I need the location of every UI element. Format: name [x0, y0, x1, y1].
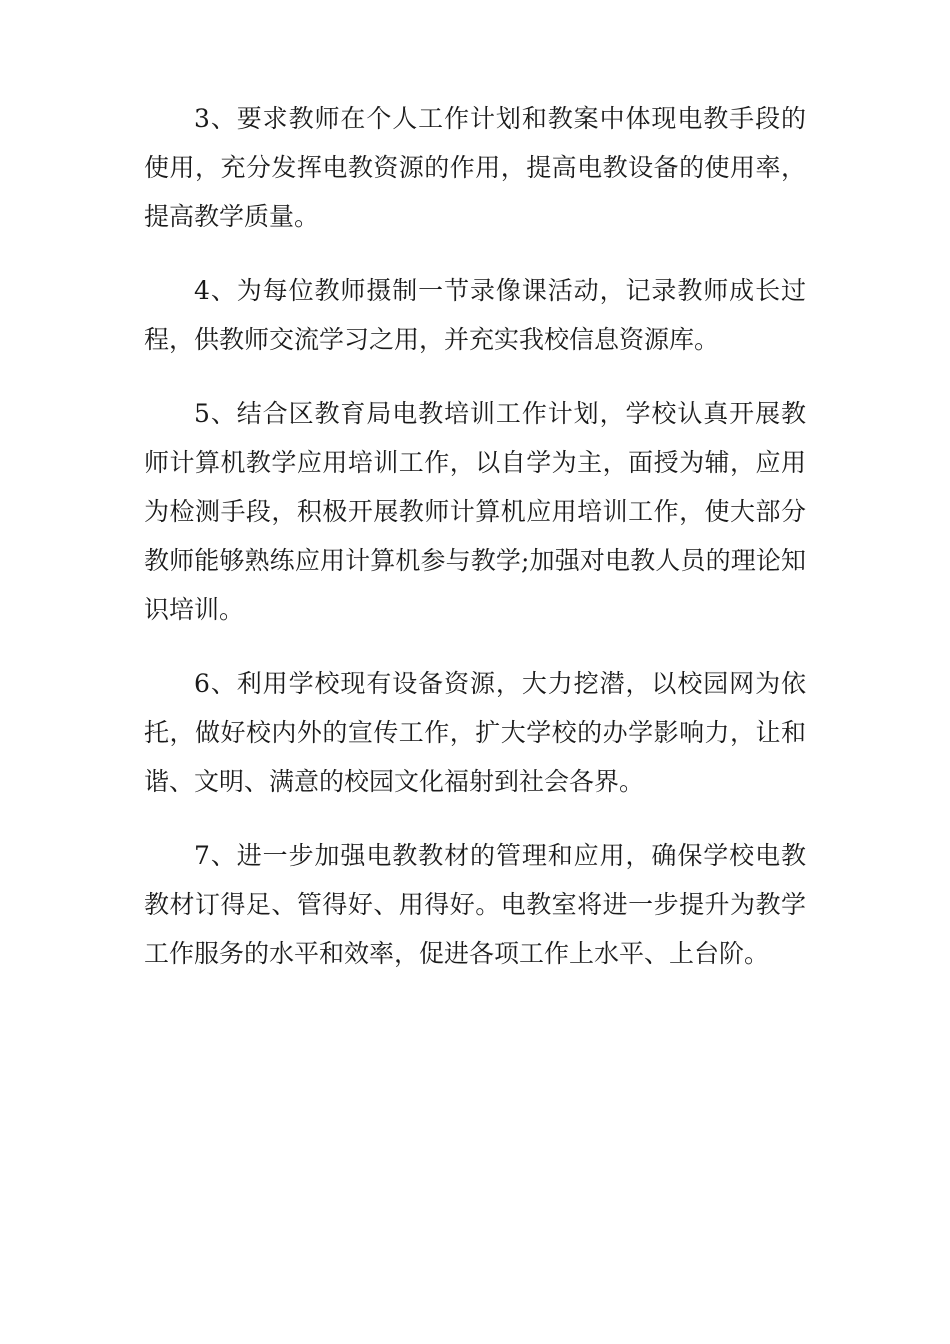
paragraph-item-3: 3、要求教师在个人工作计划和教案中体现电教手段的使用，充分发挥电教资源的作用，提高电教设备的使用率，提高教学质量。 — [144, 104, 806, 231]
paragraph-item-5: 5、结合区教育局电教培训工作计划，学校认真开展教师计算机教学应用培训工作，以自学为主，面授为辅，应用为检测手段，积极开展教师计算机应用培训工作，使大部分教师能够熟练应用计算机参与教学;加强对电教人员的理论知识培训。 — [144, 399, 806, 624]
paragraph-item-7: 7、进一步加强电教教材的管理和应用，确保学校电教教材订得足、管得好、用得好。电教室将进一步提升为教学工作服务的水平和效率，促进各项工作上水平、上台阶。 — [144, 841, 806, 968]
paragraph-item-4: 4、为每位教师摄制一节录像课活动，记录教师成长过程，供教师交流学习之用，并充实我校信息资源库。 — [144, 276, 806, 354]
document-body — [144, 94, 806, 1003]
paragraph-item-6: 6、利用学校现有设备资源，大力挖潜，以校园网为依托，做好校内外的宣传工作，扩大学校的办学影响力，让和谐、文明、满意的校园文化福射到社会各界。 — [144, 669, 806, 796]
